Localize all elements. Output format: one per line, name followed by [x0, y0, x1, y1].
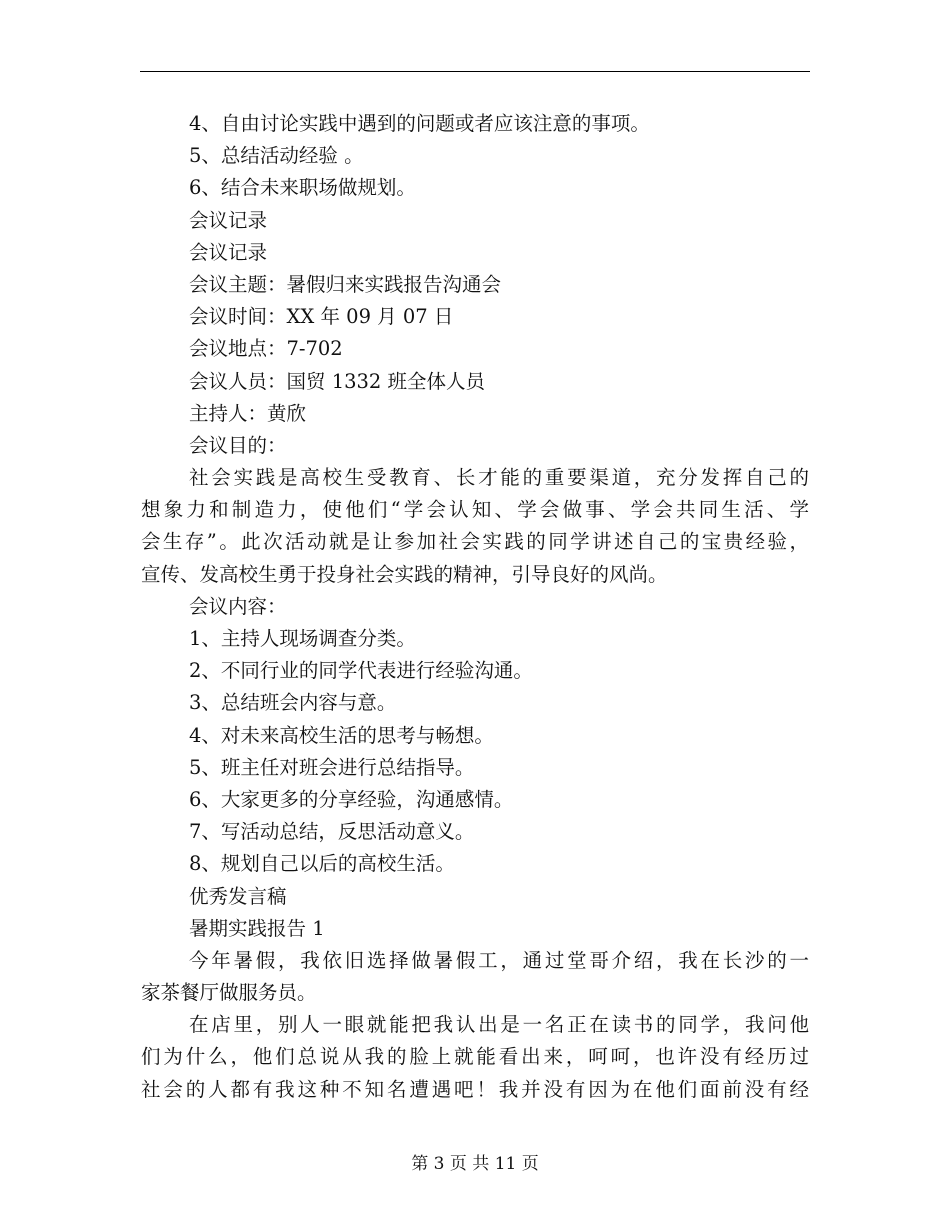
meeting-attendees: 会议人员：国贸 1332 班全体人员	[189, 369, 486, 393]
section-heading: 暑期实践报告 1	[189, 916, 325, 940]
purpose-paragraph	[141, 462, 809, 591]
header-rule	[140, 71, 810, 72]
section-heading: 优秀发言稿	[189, 884, 287, 908]
paragraph-line: 家茶餐厅做服务员。	[141, 981, 317, 1005]
meeting-topic: 会议主题：暑假归来实践报告沟通会	[189, 272, 502, 296]
page-number: 第 3 页 共 11 页	[411, 1154, 539, 1174]
list-item: 5、班主任对班会进行总结指导。	[189, 755, 475, 779]
paragraph-line: 会生存”。此次活动就是让参加社会实践的同学讲述自己的宝贵经验，	[141, 530, 809, 554]
report-paragraph-1	[141, 945, 809, 1009]
list-item: 5、总结活动经验 。	[189, 144, 364, 168]
list-item: 2、不同行业的同学代表进行经验沟通。	[189, 659, 533, 683]
meeting-time: 会议时间：XX 年 09 月 07 日	[189, 305, 454, 329]
report-paragraph-2	[141, 1009, 809, 1106]
item-list-top	[141, 108, 809, 462]
item-list-content	[141, 591, 809, 945]
document-body	[141, 108, 809, 1106]
list-item: 4、对未来高校生活的思考与畅想。	[189, 723, 494, 747]
list-item: 3、总结班会内容与意。	[189, 691, 397, 715]
paragraph-line: 们为什么，他们总说从我的脸上就能看出来，呵呵，也许没有经历过	[141, 1045, 809, 1069]
section-heading: 会议记录	[189, 208, 268, 232]
section-heading: 会议记录	[189, 240, 268, 264]
list-item: 6、大家更多的分享经验，沟通感情。	[189, 787, 514, 811]
meeting-place: 会议地点：7-702	[189, 337, 343, 361]
list-item: 1、主持人现场调查分类。	[189, 627, 416, 650]
list-item: 4、自由讨论实践中遇到的问题或者应该注意的事项。	[189, 112, 650, 135]
list-item: 7、写活动总结，反思活动意义。	[189, 820, 475, 844]
meeting-content-label: 会议内容：	[189, 594, 287, 618]
paragraph-line: 宣传、发高校生勇于投身社会实践的精神，引导良好的风尚。	[141, 562, 668, 586]
paragraph-line: 社会实践是高校生受教育、长才能的重要渠道，充分发挥自己的	[189, 466, 809, 490]
paragraph-line: 想象力和制造力，使他们“学会认知、学会做事、学会共同生活、学	[141, 498, 809, 522]
list-item: 6、结合未来职场做规划。	[189, 176, 416, 200]
paragraph-line: 今年暑假，我依旧选择做暑假工，通过堂哥介绍，我在长沙的一	[189, 948, 809, 972]
meeting-purpose-label: 会议目的：	[189, 433, 287, 457]
paragraph-line: 在店里，别人一眼就能把我认出是一名正在读书的同学，我问他	[189, 1013, 809, 1037]
paragraph-line: 社会的人都有我这种不知名遭遇吧！我并没有因为在他们面前没有经	[141, 1077, 809, 1101]
meeting-host: 主持人：黄欣	[189, 401, 307, 425]
list-item: 8、规划自己以后的高校生活。	[189, 852, 455, 876]
